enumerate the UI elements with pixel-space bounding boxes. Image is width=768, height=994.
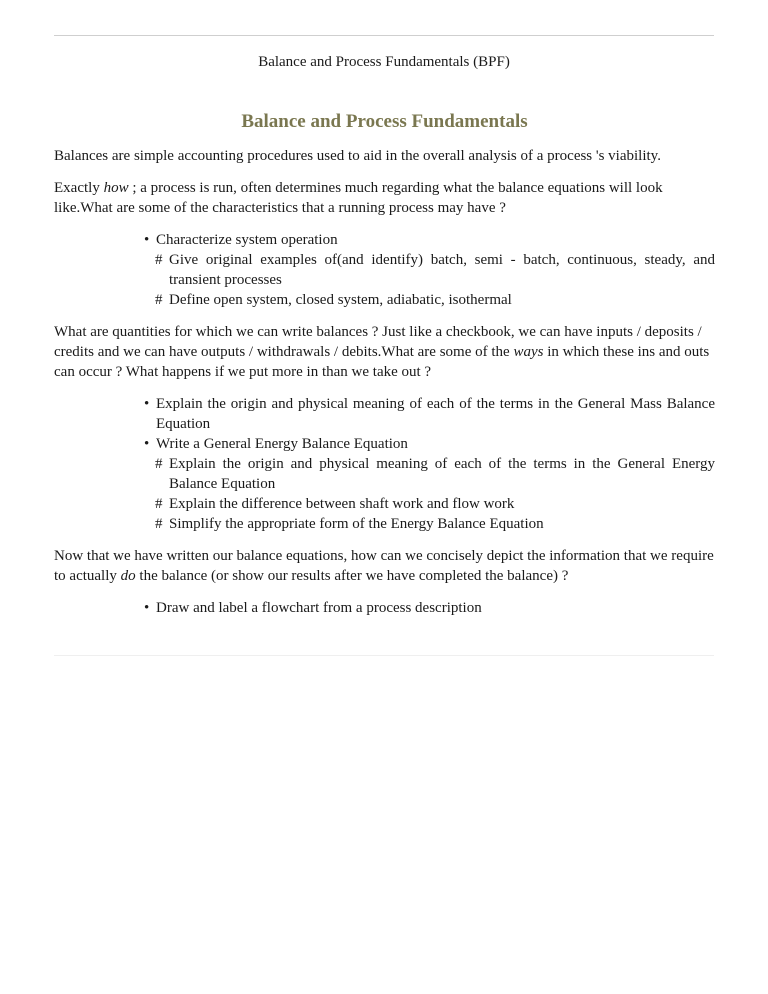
emphasis-do: do [120, 568, 136, 584]
list-item [144, 514, 715, 534]
hash-icon: # [155, 496, 163, 512]
list-item-text: Characterize system operation [156, 232, 338, 248]
flowchart-paragraph [54, 546, 715, 586]
list-item-text: Simplify the appropriate form of the Energy Balance Equation [169, 516, 544, 532]
objectives-list-operation [54, 230, 715, 310]
hash-icon: # [155, 252, 163, 268]
list-item [144, 290, 715, 310]
top-divider [54, 35, 714, 36]
text-span: Exactly [54, 180, 104, 196]
list-item-text: Draw and label a flowchart from a process description [156, 600, 482, 616]
list-item [144, 454, 715, 494]
list-item [144, 494, 715, 514]
list-item-text: Define open system, closed system, adiabatic, isothermal [169, 292, 512, 308]
list-item-text: Explain the origin and physical meaning of each of the terms in the General Mass Balance Equation [156, 396, 715, 432]
quantities-paragraph [54, 322, 715, 382]
list-item [144, 394, 715, 434]
document-body [54, 110, 715, 630]
text-span: the balance (or show our results after we have completed the balance) ? [135, 568, 569, 584]
page-title: Balance and Process Fundamentals [241, 111, 528, 132]
operation-paragraph [54, 178, 715, 218]
bullet-icon: • [144, 396, 150, 412]
hash-icon: # [155, 292, 163, 308]
emphasis-ways: ways [513, 344, 544, 360]
hash-icon: # [155, 456, 163, 472]
bullet-icon: • [144, 600, 150, 616]
bottom-divider [54, 655, 714, 656]
list-item [144, 230, 715, 250]
intro-paragraph: Balances are simple accounting procedures used to aid in the overall analysis of a process 's viability. [54, 148, 661, 164]
list-item-text: Write a General Energy Balance Equation [156, 436, 408, 452]
list-item [144, 434, 715, 454]
bullet-icon: • [144, 232, 150, 248]
text-span: in which these ins and outs can occur ? What happens if we put more in than we take out ? [54, 344, 710, 380]
list-item [144, 250, 715, 290]
hash-icon: # [155, 516, 163, 532]
list-item [144, 598, 715, 618]
emphasis-how: how [103, 180, 129, 196]
running-header: Balance and Process Fundamentals (BPF) [258, 54, 510, 70]
text-span: Now that we have written our balance equations, how can we concisely depict the information that we require to actually [54, 548, 714, 584]
objectives-list-balances [54, 394, 715, 534]
bullet-icon: • [144, 436, 150, 452]
text-span: What are quantities for which we can write balances ? Just like a checkbook, we can have inputs / deposits / credits and we can have outputs / withdrawals / debits.What are some of the [54, 324, 702, 360]
list-item-text: Explain the origin and physical meaning of each of the terms in the General Energy Balance Equation [169, 456, 715, 492]
objectives-list-flowchart [54, 598, 715, 618]
text-span: ; a process is run, often determines much regarding what the balance equations will look like.What are some of the characteristics that a running process may have ? [54, 180, 663, 216]
list-item-text: Give original examples of(and identify) batch, semi - batch, continuous, steady, and transient processes [169, 252, 715, 288]
list-item-text: Explain the difference between shaft work and flow work [169, 496, 515, 512]
